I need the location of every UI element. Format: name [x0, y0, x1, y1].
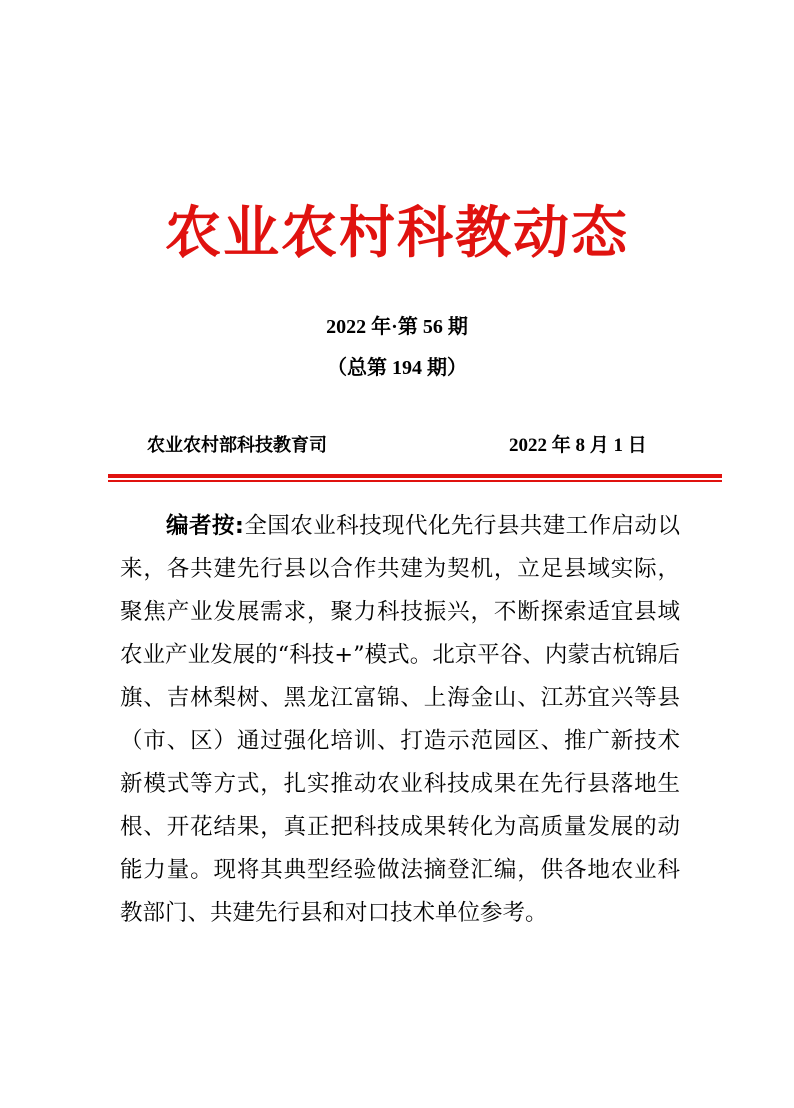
total-issue-number: （总第 194 期） — [327, 357, 467, 379]
publication-date: 2022 年 8 月 1 日 — [509, 435, 647, 456]
editor-note-text: 全国农业科技现代化先行县共建工作启动以来，各共建先行县以合作共建为契机，立足县域实际，聚焦产业发展需求，聚力科技振兴，不断探索适宜县域农业产业发展的“科技+”模式。北京平谷、内蒙古杭锦后旗、吉林梨树、黑龙江富锦、上海金山、江苏宜兴等县（市、区）通过强化培训、打造示范园区、推广新技术新模式等方式，扎实推动农业科技成果在先行县落地生根、开花结果，真正把科技成果转化为高质量发展的动能力量。现将其典型经验做法摘登汇编，供各地农业科教部门、共建先行县和对口技术单位参考。 — [120, 513, 680, 926]
header-divider-thick — [108, 474, 722, 478]
editor-note-label: 编者按: — [166, 513, 244, 539]
publisher-name: 农业农村部科技教育司 — [147, 435, 327, 456]
editor-note — [120, 505, 680, 935]
issue-number: 2022 年·第 56 期 — [326, 316, 468, 338]
publication-title: 农业农村科教动态 — [165, 201, 629, 266]
header-divider-thin — [108, 480, 722, 482]
